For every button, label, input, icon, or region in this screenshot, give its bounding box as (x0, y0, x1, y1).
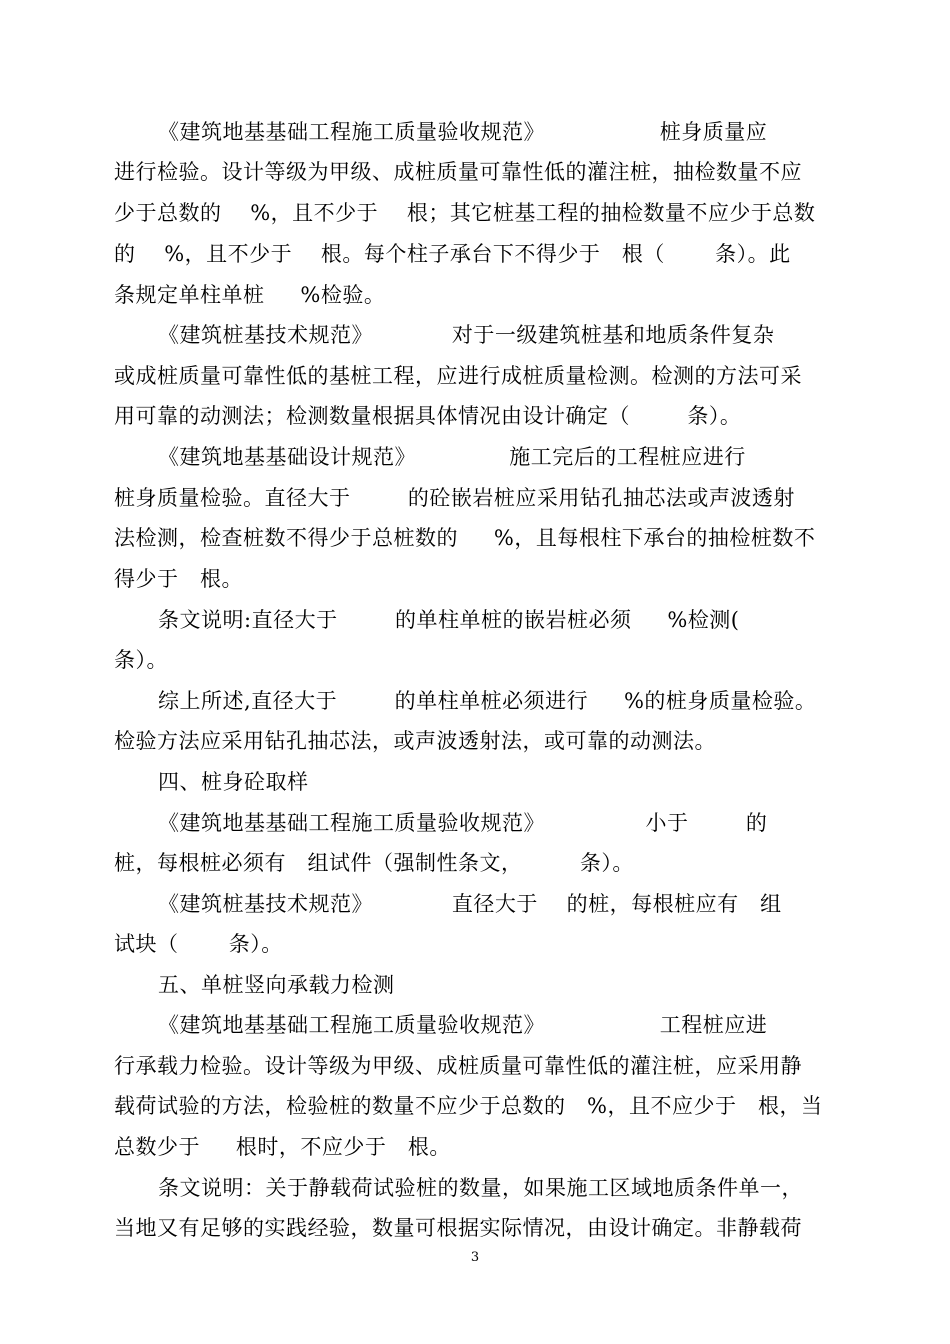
text-line-12: 得少于 根。 (114, 567, 244, 591)
section-heading-5: 五、单桩竖向承载力检测 (158, 973, 395, 997)
text-line-25: 载荷试验的方法，检验桩的数量不应少于总数的 %，且不应少于 根，当 (114, 1094, 823, 1118)
text-line-8: 用可靠的动测法；检测数量根据具体情况由设计确定（ 条）。 (114, 404, 742, 428)
text-line-16: 检验方法应采用钻孔抽芯法，或声波透射法，或可靠的动测法。 (114, 729, 716, 753)
text-line-4: 的 %，且不少于 根。每个柱子承台下不得少于 根（ 条）。此 (114, 242, 791, 266)
page-number: 3 (470, 1250, 480, 1265)
text-line-7: 或成桩质量可靠性低的基桩工程，应进行成桩质量检测。检测的方法可采 (114, 364, 802, 388)
text-line-10: 桩身质量检验。直径大于 的砼嵌岩桩应采用钻孔抽芯法或声波透射 (114, 486, 795, 510)
text-line-1: 《建筑地基基础工程施工质量验收规范》 桩身质量应 (158, 120, 768, 144)
text-line-13: 条文说明:直径大于 的单柱单桩的嵌岩桩必须 %检测( (158, 608, 740, 632)
text-line-3: 少于总数的 %，且不少于 根；其它桩基工程的抽检数量不应少于总数 (114, 201, 816, 225)
text-line-18: 《建筑地基基础工程施工质量验收规范》 小于 的 (158, 811, 768, 835)
text-line-14: 条）。 (114, 648, 168, 672)
text-line-15: 综上所述,直径大于 的单柱单桩必须进行 %的桩身质量检验。 (158, 689, 817, 713)
text-line-21: 试块（ 条）。 (114, 932, 283, 956)
text-line-26: 总数少于 根时，不应少于 根。 (114, 1135, 451, 1159)
text-line-23: 《建筑地基基础工程施工质量验收规范》 工程桩应进 (158, 1013, 768, 1037)
text-line-20: 《建筑桩基技术规范》 直径大于 的桩，每根桩应有 组 (158, 892, 782, 916)
text-line-11: 法检测，检查桩数不得少于总桩数的 %，且每根柱下承台的抽检桩数不 (114, 526, 816, 550)
text-line-9: 《建筑地基基础设计规范》 施工完后的工程桩应进行 (158, 445, 746, 469)
text-line-28: 当地又有足够的实践经验，数量可根据实际情况，由设计确定。非静载荷 (114, 1216, 802, 1240)
text-line-5: 条规定单柱单桩 %检验。 (114, 283, 386, 307)
text-line-27: 条文说明：关于静载荷试验桩的数量，如果施工区域地质条件单一， (158, 1176, 803, 1200)
text-line-24: 行承载力检验。设计等级为甲级、成桩质量可靠性低的灌注桩，应采用静 (114, 1054, 802, 1078)
text-line-6: 《建筑桩基技术规范》 对于一级建筑桩基和地质条件复杂 (158, 323, 775, 347)
section-heading-4: 四、桩身砼取样 (158, 770, 309, 794)
text-line-2: 进行检验。设计等级为甲级、成桩质量可靠性低的灌注桩，抽检数量不应 (114, 160, 802, 184)
text-line-19: 桩，每根桩必须有 组试件（强制性条文， 条）。 (114, 851, 634, 875)
